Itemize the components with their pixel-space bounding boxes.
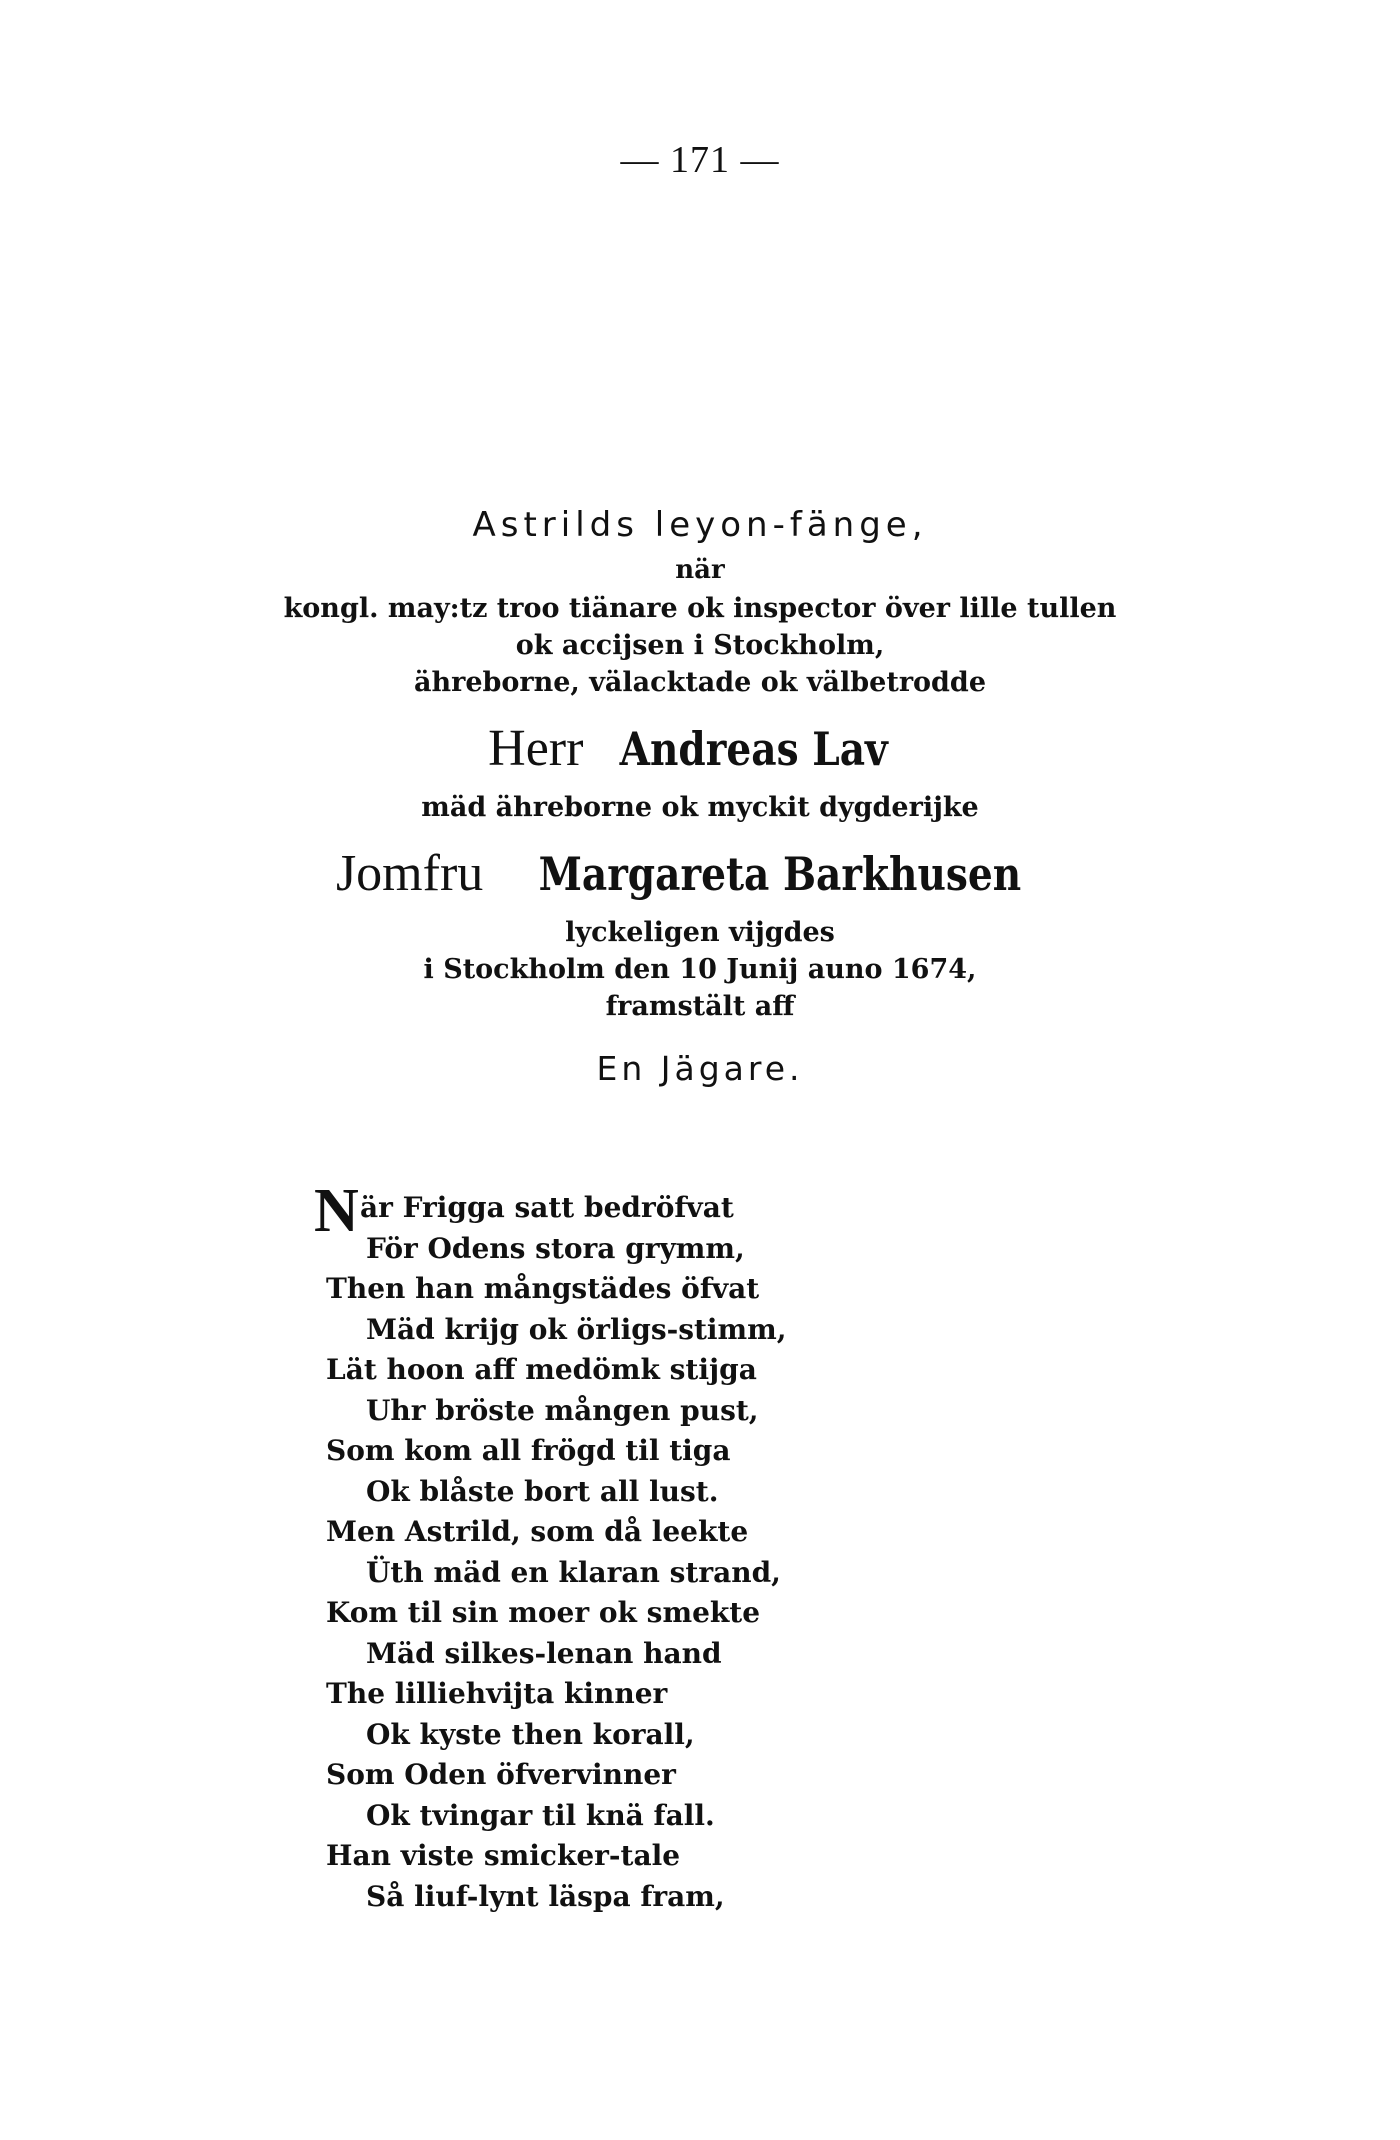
author-line: En Jägare. [596, 1049, 804, 1088]
groom-name-line [150, 709, 1250, 789]
heading-office-cont: ok accijsen i Stockholm, [515, 630, 885, 661]
poem-line: Han viste smicker-tale [326, 1839, 681, 1872]
poem-line: Som Oden öfvervinner [326, 1758, 676, 1791]
poem-line: Ok blåste bort all lust. [366, 1474, 719, 1508]
page-number: — 171 — [620, 139, 780, 181]
heading-bride-epithets: mäd ähreborne ok myckit dygderijke [421, 792, 979, 823]
heading-date: i Stockholm den 10 Junij auno 1674, [423, 954, 977, 985]
groom-prefix: Herr [488, 720, 584, 777]
poem-line: Som kom all frögd til tiga [326, 1434, 731, 1467]
poem-line: Men Astrild, som då leekte [326, 1515, 749, 1548]
heading-epithets: ähreborne, välacktade ok välbetrodde [413, 667, 986, 698]
poem-line: Kom til sin moer ok smekte [326, 1596, 761, 1629]
poem-first-line-text: är Frigga satt bedröfvat [360, 1191, 734, 1224]
poem-line: Üth mäd en klaran strand, [366, 1555, 781, 1589]
poem-line: Ok kyste then korall, [366, 1717, 695, 1751]
poem-line: För Odens stora grymm, [366, 1231, 745, 1265]
poem-line: Så liuf-lynt läspa fram, [366, 1879, 725, 1913]
heading-wedded: lyckeligen vijgdes [565, 917, 835, 948]
title-block [150, 500, 1250, 1099]
drop-cap: N [314, 1177, 359, 1245]
poem-line: Ok tvingar til knä fall. [366, 1798, 715, 1832]
heading-office: kongl. may:tz troo tiänare ok inspector över lille tullen [283, 593, 1117, 624]
bride-name-line [150, 834, 1250, 914]
poem-line: Lät hoon aff medömk stijga [326, 1353, 757, 1386]
poem-line: Uhr bröste mången pust, [366, 1393, 759, 1427]
poem-title: Astrilds leyon-fänge, [472, 505, 928, 545]
poem-line: The lilliehvijta kinner [326, 1677, 668, 1710]
poem-line: Mäd silkes-lenan hand [366, 1636, 722, 1670]
poem-line: Mäd krijg ok örligs-stimm, [366, 1312, 787, 1346]
poem-first-line [314, 1177, 1026, 1245]
groom-name: Andreas Lav [620, 722, 889, 776]
poem-body [314, 1177, 1026, 1917]
heading-when: när [675, 555, 725, 585]
poem-line: Then han mångstädes öfvat [326, 1272, 760, 1305]
bride-name: Margareta Barkhusen [538, 847, 1022, 901]
heading-presented-by: framstält aff [605, 991, 795, 1022]
bride-prefix: Jomfru [335, 845, 484, 902]
